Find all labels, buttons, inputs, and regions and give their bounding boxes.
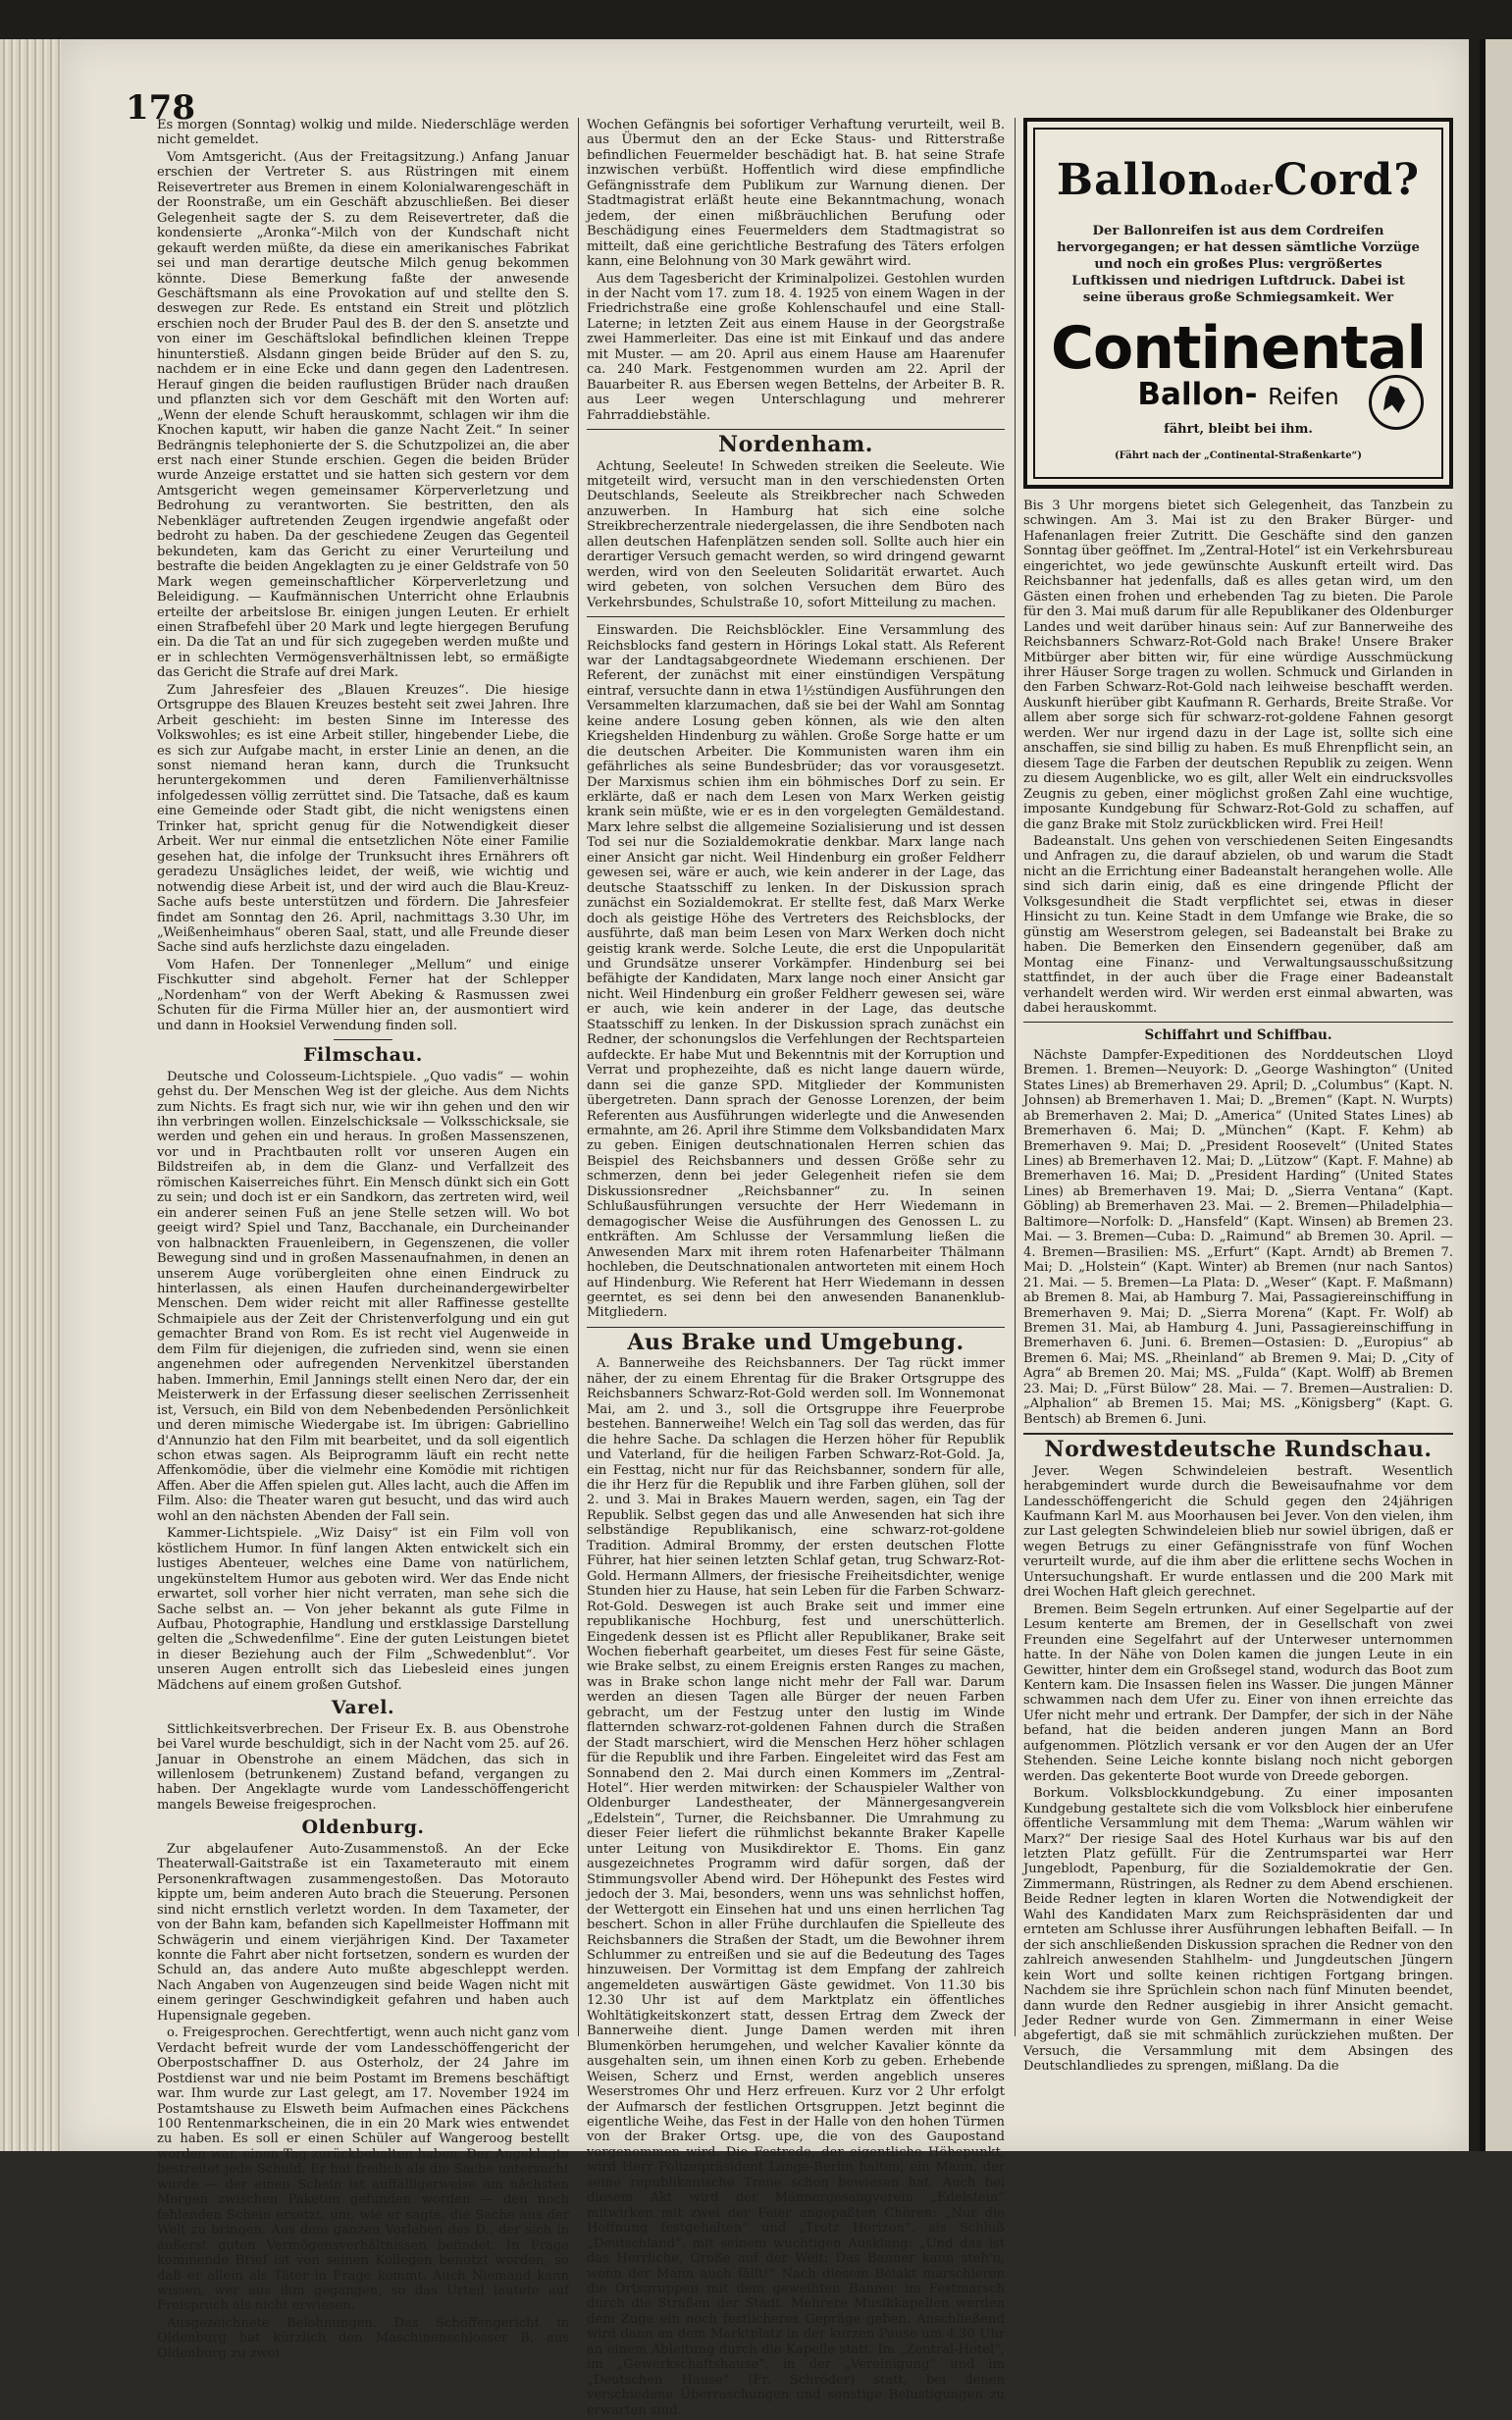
ad-headline-oder: oder — [1220, 176, 1274, 199]
ad-headline-cord: Cord? — [1273, 155, 1421, 205]
section-heading-nordenham: Nordenham. — [718, 432, 873, 458]
article-kammer-lichtspiele: Kammer-Lichtspiele. „Wiz Daisy“ ist ein Film voll von köstlichem Humor. In fünf langen Akten entwickelt sich ein lustiges Abenteuer, welches eine Dame von natürlichem, ungekünsteltem Humor aus geboten wird. Wer das Ende nicht erwartet, soll vorher hier nicht verraten, man sehe sich die Sache selbst an. — Von jeher bekannt als gute Filme in Aufbau, Photographie, Handlung und erstklassige Darstellung gelten die „Schwedenfilme“. Eine der guten Leistungen bietet in dieser Beziehung auch der Film „Schwedenblut“. Vor unseren Augen entrollt sich das Liebesleid eines jungen Mädchens auf einem großen Gutshof. — [157, 1526, 569, 1693]
stacked-page-edges — [0, 39, 69, 2151]
ad-product-ballon: Ballon- — [1137, 377, 1258, 412]
ad-product-reifen: Reifen — [1268, 385, 1339, 410]
article-borkum: Borkum. Volksblockkundgebung. Zu einer imposanten Kundgebung gestaltete sich die vom Volksblock hier einberufene öffentliche Versammlung mit dem Thema: „Warum wählen wir Marx?“ Der riesige Saal des Hotel Kurhaus war bis auf den letzten Platz gefüllt. Für die Zentrumspartei war Herr Jungeblodt, Papenburg, für die Sozialdemokratie der Gen. Zimmermann, Rüstringen, als Redner zu dem Abend erschienen. Beide Redner legten in klaren Worten die Notwendigkeit der Wahl des Kandidaten Marx zum Reichspräsidenten dar und ernteten am Schlusse ihrer Ausführungen lebhaften Beifall. — In der sich anschließenden Diskussion sprachen die Redner von den zahlreich anwesenden Stahlhelm- und Jungdeutschen Jüngern kein Wort und sollte keinen richtigen Fortgang bringen. Nachdem sie ihre Sprüchlein schon nach fünf Minuten beendet, dann wurde den Redner ausgiebig in ihrer Ansicht gemacht. Jeder Redner wurde von Gen. Zimmermann in einer Weise abgefertigt, daß sie mit schmählich zurückziehen mußten. Der Versuch, die Versammlung mit dem Absingen des Deutschlandliedes zu sprengen, mißlang. Da die — [1023, 1786, 1453, 2075]
continental-logo-text: Continental — [1050, 314, 1427, 383]
divider — [587, 616, 1005, 617]
ad-body-text: Der Ballonreifen ist aus dem Cordreifen hervorgegangen; er hat dessen sämtliche Vorzüge und noch ein großes Plus: vergrößertes Luftkissen und niedrigen Luftdruck. Dabei ist seine überaus große Schmiegsamkeit. Wer — [1057, 224, 1420, 305]
divider — [334, 1039, 392, 1040]
divider — [587, 429, 1005, 430]
article-bannerweihe-cont: Bis 3 Uhr morgens bietet sich Gelegenheit, das Tanzbein zu schwingen. Am 3. Mai ist zu den Braker Bürger- und Hafenanlagen freier Zutritt. Die Geschäfte sind den ganzen Sonntag über geöffnet. Im „Zentral-Hotel“ ist ein Verkehrsbureau eingerichtet, wo jede gewünschte Auskunft erteilt wird. Das Reichsbanner hat jedenfalls, daß es alles getan wird, um den Gästen einen frohen und erhebenden Tag zu bieten. Die Parole für den 3. Mai muß darum für alle Republikaner des Oldenburger Landes und weit darüber hinaus sein: Auf zur Bannerweihe des Reichsbanners Schwarz-Rot-Gold nach Brake! Unsere Braker Mitbürger aber bitten wir, für eine würdige Ausschmückung ihrer Häuser Sorge tragen zu wollen. Schmuck und Girlanden in den Farben Schwarz-Rot-Gold nach leihweise beschafft werden. Auskunft hierüber gibt Kaufmann R. Gerhards, Breite Straße. Vor allem aber sorge sich für schwarz-rot-goldene Fahnen gesorgt werden. Wer nur irgend dazu in der Lage ist, sollte sich eine anschaffen, sie sind billig zu haben. Es muß Ehrenpflicht sein, an diesem Tage die Farben der deutschen Republik zu zeigen. Wenn zu diesem Augenblicke, wo es gilt, aller Welt ein eindrucksvolles Zeugnis zu geben, einer möglichst großen Zahl eine wuchtige, imposante Kundgebung für Schwarz-Rot-Gold zu schaffen, auf die ganz Brake mit Stolz zurückblicken wird. Frei Heil! — [1023, 499, 1453, 832]
column-rule-2 — [1015, 118, 1016, 2036]
article-bremen-segeln: Bremen. Beim Segeln ertrunken. Auf einer Segelpartie auf der Lesum kenterte am Bremen, der in Gesellschaft von zwei Freunden eine Segelfahrt auf der Unterweser unternommen hatte. In der Nähe von Dolen kamen die jungen Leute in ein Gewitter, hinter dem ein Großsegel stand, wodurch das Boot zum Kentern kam. Die Insassen fielen ins Wasser. Die jungen Männer schwammen nach dem Ufer zu. Einer von ihnen erreichte das Ufer nicht mehr und ertrank. Der Dampfer, der sich in der Nähe befand, hat die beiden anderen jungen Mann an Bord aufgenommen. Plötzlich versank er vor den Augen der an Ufer Stehenden. Seine Leiche konnte bislang noch nicht geborgen werden. Das gekenterte Boot wurde von Dreede geborgen. — [1023, 1602, 1453, 1784]
ad-tagline: fährt, bleibt bei ihm. — [1164, 422, 1313, 437]
article-amtsgericht: Vom Amtsgericht. (Aus der Freitagsitzung.) Anfang Januar erschien der Vertreter S. aus Rüstringen mit einem Reisevertreter aus Bremen in einem Kolonialwarengeschäft in der Roonstraße, um ein Geschäft abzuschließen. Bei dieser Gelegenheit sagte der S. zu dem Reisevertreter, daß die kondensierte „Aronka“-Milch von der Kundschaft nicht gekauft werden müßte, da diese ein amerikanisches Fabrikat sei und man derartige deutsche Milch genug bekommen könnte. Diese Bemerkung faßte der anwesende Geschäftsmann als eine Provokation auf und stellte den S. deswegen zur Rede. Es entstand ein Streit und plötzlich erschien noch der Bruder Paul des B. der den S. ansetzte und von einer im Geschäftslokal befindlichen kleinen Treppe hinunterstieß. Alsdann gingen beide Brüder auf den S. zu, nachdem er in eine Ecke und dann gegen den Ladentresen. Herauf gingen die beiden rauflustigen Brüder nach draußen und pflanzten sich vor dem Geschäft mit den Worten auf: „Wenn der elende Schuft herauskommt, schlagen wir ihm die Knochen kaputt, wir haben die ganze Nacht Zeit.“ In seiner Bedrängnis telephonierte der S. die Schutzpolizei an, die aber erst nach einer Stunde erschien. Gegen die beiden Brüder wurde Anzeige erstattet und sie hatten sich gestern vor dem Amtsgericht wegen gemeinsamer Körperverletzung und Bedrohung zu verantworten. Sie bestritten, den als Nebenkläger auftretenden Zeugen irgendwie angefaßt oder bedroht zu haben. Da der geschiedene Zeugen das Gegenteil bekundeten, kam das Gericht zu einer Verurteilung und bestrafte die beiden Angeklagten zu je einer Geldstrafe von 50 Mark wegen gemeinschaftlicher Körperverletzung und Beleidigung. — Kaufmännischen Unterricht ohne Erlaubnis erteilte der arbeitslose Br. einigen jungen Leuten. Er erhielt einen Strafbefehl über 20 Mark und legte hiergegen Berufung ein. Da die Tat an und für sich zugegeben werden mußte und er in schlechten Vermögensverhältnissen lebt, so ermäßigte das Gericht die Strafe auf drei Mark. — [157, 149, 569, 681]
horse-emblem-icon — [1369, 375, 1424, 430]
article-feuermelder: Wochen Gefängnis bei sofortiger Verhaftung verurteilt, weil B. aus Übermut den an der Ecke Staus- und Ritterstraße befindlichen Feuermelder beschädigt hat. B. hat seine Strafe inzwischen verbüßt. Hoffentlich wird diese empfindliche Gefängnisstrafe dem Publikum zur Warnung dienen. Der Stadtmagistrat erläßt heute eine Bekanntmachung, wonach jedem, der einen mißbräuchlichen Berufung oder Beschädigung eines Feuermelders dem Stadtmagistrat so mitteilt, daß eine gerichtliche Bestrafung des Täters erfolgen kann, eine Belohnung von 30 Mark gewährt wird. — [587, 118, 1005, 270]
column-3 — [1023, 499, 1453, 2077]
ad-headline-ballon: Ballon — [1056, 155, 1221, 205]
section-heading-varel: Varel. — [331, 1697, 395, 1719]
article-auto-zusammenstoss: Zur abgelaufener Auto-Zusammenstoß. An der Ecke Theaterwall-Gaitstraße ist ein Taxameterauto mit einem Personenkraftwagen zusammengestoßen. Das Motorauto kippte um, beim anderen Auto brach die Steuerung. Personen sind nicht ernstlich verletzt worden. In dem Taxameter, der von der Bahn kam, befanden sich Kapellmeister Hoffmann mit Schwägerin und einem vierjährigen Kind. Der Taxameter konnte die Fahrt aber nicht fortsetzen, sondern es wurden der Schuld an, das andere Auto mußte abgeschleppt werden. Nach Angaben von Augenzeugen sind beide Wagen nicht mit einem geringer Geschwindigkeit gefahren und haben auch Hupensignale gegeben. — [157, 1841, 569, 2024]
divider — [587, 1327, 1005, 1328]
ad-footnote: (Fährt nach der „Continental-Straßenkarte“) — [1114, 450, 1363, 461]
article-hafen: Vom Hafen. Der Tonnenleger „Mellum“ und einige Fischkutter sind abgeholt. Ferner hat der Schlepper „Nordenham“ von der Werft Abeking & Rasmussen zwei Schuten für die Firma Müller hier an, der ausmontiert wird und dann in Hooksiel Verwendung finden soll. — [157, 957, 569, 1033]
page-number: 178 — [126, 88, 195, 128]
article-kriminalpolizei: Aus dem Tagesbericht der Kriminalpolizei. Gestohlen wurden in der Nacht vom 17. zum 18. 4. 1925 von einem Wagen in der Friedrichstraße eine große Kohlenschaufel und eine Stall-Laterne; in letzten Zeit aus einem Hause in der Georgstraße zwei Hammerleiter. Das eine ist mit Einkauf und das andere mit Muster. — am 20. April aus einem Hause am Haarenufer ca. 240 Mark. Festgenommen wurden am 22. April der Bauarbeiter R. aus Ebersen wegen Bettelns, der Arbeiter B. R. aus Leer wegen Unterschlagung und mehrerer Fahrraddiebstähle. — [587, 271, 1005, 423]
section-heading-brake: Aus Brake und Umgebung. — [627, 1329, 965, 1355]
article-colosseum: Deutsche und Colosseum-Lichtspiele. „Quo vadis“ — wohin gehst du. Der Menschen Weg ist der gleiche. Aus dem Nichts zum Nichts. Es fragt sich nur, wie wir ihn gehen und den wir ihn verbringen wollen. Einzelschicksale — Volksschicksale, sie werden und gehen ein und heraus. In großen Massenszenen, vor und in Prachtbauten rollt vor unseren Augen ein Bildstreifen ab, in dem die Glanz- und Verfallzeit des römischen Kaiserreiches führt. Ein Mensch dünkt sich ein Gott zu sein; und doch ist er ein Sandkorn, das zertreten wird, weil ein anderer seinen Fuß an jene Stelle setzen will. Wo bot geeigt wird? Spiel und Tanz, Bacchanale, ein Durcheinander von halbnackten Frauenleibern, in Gegenszenen, die voller Bewegung sind und in großen Massenaufnahmen, in denen an unserem Auge vorübergleiten ohne einen Eindruck zu hinterlassen, als einen Haufen durcheinandergewirbelter Menschen. Dem wider reicht mit aller Raffinesse gestellte Schmaipiele aus der Zeit der Christenverfolgung und ein gut gemachter Brand von Rom. Es ist recht viel Augenweide in dem Film für diejenigen, die zufrieden sind, wenn sie einen angenehmen oder aufregenden Nervenkitzel überstanden haben. Immerhin, Emil Jannings stellt einen Nero dar, der ein Meisterwerk in der Erfassung dieser seelischen Zerrissenheit ist, Versuch, ein Bild von dem Nebenbedenden Persönlichkeit und deren mimische Wiedergabe ist. Im übrigen: Gabriellino d'Annunzio hat den Film mit bearbeitet, und da soll eigentlich schon etwas sagen. Als Beiprogramm läuft ein recht nette Affenkomödie, über die vielmehr eine Komödie mit richtigen Affen. Aber die Affen spielen gut. Alles lacht, auch die Affen im Film. Also: die Theater waren gut besucht, und das wird auch wohl an den nächsten Abenden der Fall sein. — [157, 1069, 569, 1524]
article-badeanstalt: Badeanstalt. Uns gehen von verschiedenen Seiten Eingesandts und Anfragen zu, die darauf abzielen, ob und warum die Stadt nicht an die Errichtung einer Badeanstalt herangehen wolle. Alle sind sich darin einig, daß es eine dringende Pflicht der Volksgesundheit die Stadt verpflichtet sei, etwas in dieser Hinsicht zu tun. Keine Stadt in dem Umfange wie Brake, die so günstig am Weserstrom gelegen, sei Badeanstalt bei Brake zu haben. Die Bemerken den Einsendern gegenüber, daß am Montag eine Finanz- und Verwaltungsausschußsitzung stattfindet, in der auch über die Frage einer Badeanstalt verhandelt werden wird. Wir werden erst einmal abwarten, was dabei herauskommt. — [1023, 833, 1453, 1016]
next-page-edge — [1480, 39, 1512, 2151]
divider — [1023, 1433, 1453, 1435]
column-rule-1 — [578, 118, 579, 2036]
column-1 — [157, 118, 569, 2363]
section-heading-oldenburg: Oldenburg. — [301, 1816, 425, 1839]
article-bannerweihe: A. Bannerweihe des Reichsbanners. Der Tag rückt immer näher, der zu einem Ehrentag für die Braker Ortsgruppe des Reichsbanners Schwarz-Rot-Gold werden soll. Im Wonnemonat Mai, am 2. und 3., soll die Ortsgruppe ihre Feuerprobe bestehen. Bannerweihe! Welch ein Tag soll das werden, das für die hehre Sache. Da schlagen die Herzen höher für Republik und Vaterland, für die heiligen Farben Schwarz-Rot-Gold. Ja, ein Festtag, nicht nur für das Reichsbanner, sondern für alle, die ihr Herz für die Republik und ihre Farben glühen, soll der 2. und 3. Mai in Brakes Mauern werden, sagen, ein Tag der Republik. Selbst gegen das und alle Anwesenden hat sich ihre selbständige Republikanisch, eine schwarz-rot-goldene Tradition. Admiral Brommy, der ersten deutschen Flotte Führer, hat hier seinen letzten Schlaf getan, trug Schwarz-Rot-Gold. Hermann Allmers, der friesische Freiheitsdichter, wenige Stunden hier zu Hause, hat sein Leben für die Farben Schwarz-Rot-Gold. Deswegen ist auch Brake seit und immer eine republikanische Hochburg, fest und unerschütterlich. Eingedenk dessen ist es Pflicht aller Republikaner, Brake seit Wochen fieberhaft gearbeitet, um dieses Fest für seine Gäste, wie Brake selbst, zu einem Ereignis ersten Ranges zu machen, was in Brake schon lange nicht mehr der Fall war. Darum werden an diesen Tagen alle Bürger der neuen Farben gebracht, um der Festzug unter den lustig im Winde flatternden schwarz-rot-goldenen Fahnen durch die Straßen der Stadt marschiert, wird die Menschen Herz höher schlagen für die Republik und ihre Farben. Eingeleitet wird das Fest am Sonnabend den 2. Mai durch einen Kommers im „Zentral-Hotel“. Hier werden mitwirken: der Schauspieler Walther von Oldenburger Landestheater, der Männergesangverein „Edelstein“, Turner, die Reichsbanner. Die Umrahmung zu dieser Feier liefert die rühmlichst bekannte Braker Kapelle unter Leitung von Musikdirektor E. Thoms. Ein ganz ausgezeichnetes Programm wird dafür sorgen, daß der Stimmungsvoller Abend wird. Der Höhepunkt des Festes wird jedoch der 3. Mai, besonders, wenn uns was sehnlichst hoffen, der Wettergott ein Einsehen hat und uns einen herrlichen Tag beschert. Schon in aller Frühe durchlaufen die Spielleute des Reichsbanners die Straßen der Stadt, um die Bewohner ihrem Schlummer zu entreißen und sie auf die Bedeutung des Tages hinzuweisen. Der Vormittag ist dem Empfang der zahlreich angemeldeten auswärtigen Gäste gewidmet. Von 11.30 bis 12.30 Uhr ist auf dem Marktplatz ein öffentliches Wohltätigkeitskonzert statt, dessen Ertrag dem Zweck der Bannerweihe dient. Junge Damen werden mit ihren Blumenkörben herumgehen, und welcher Kavalier könnte da ausgehalten sein, um ihnen einen Korb zu geben. Erhebende Weisen, Scherz und Ernst, werden angeblich unseres Weserstromes Ohr und Herz erfreuen. Kurz vor 2 Uhr erfolgt der Aufmarsch der festlichen Ortsgruppen. Jetzt beginnt die eigentliche Weihe, das Fest in der Halle von den hohen Türmen von der Braker Ortsg. upe, die von des Gaupostand vorgenommen wird. Die Festrede, der eigentliche Höhepunkt, wird Herr Polizeipräsident Lange-Berlin halten, ein Mann, der seine republikanische Treue schon bewiesen hat. Auch bei diesem Akt wird der Männergesangverein „Edelstein“ mitwirken mit zwei der Feier angepaßten Chören: „Nur die Hoffnung festgehalten“ und „Trotz Horizon“, als Schluß „Deutschland“, mit seinem wuchtigen Ausklang: „Und das ist das Herrliche, Große auf der Welt: Das Banner kann steh'n, wenn der Mann auch fällt!“ Nach diesem Beiakt marschieren die Ortsgruppen mit dem geweihten Banner im Festmarsch durch die Straßen der Stadt. Mehrere Musikkapellen werden dem Zuge ein noch festlicheres Gepräge geben. Anschließend wird dann an dem Marktplatz in der kurzen Pause um 4.30 Uhr an einem Ableitung durch die Kapelle statt. Im „Zentral-Hotel“, im „Gewerkschaftshause“, in der „Vereinigung“ und im „Deutschen Hause“ (Fr. Schröder) statt, bei denen verschiedene Überraschungen und sonstige Belustigungen zu erwarten sind. — [587, 1356, 1005, 2418]
divider — [1023, 1022, 1453, 1023]
article-varel: Sittlichkeitsverbrechen. Der Friseur Ex. B. aus Obenstrohe bei Varel wurde beschuldigt, sich in der Nacht vom 25. auf 26. Januar in Obenstrohe an einem Mädchen, das sich in willenlosem (betrunkenem) Zustand befand, vergangen zu haben. Der Angeklagte wurde vom Landesschöffengericht mangels Beweise freigesprochen. — [157, 1721, 569, 1813]
article-reichsbloeckler: Einswarden. Die Reichsblöckler. Eine Versammlung des Reichsblocks fand gestern in Hörings Lokal statt. Als Referent war der Landtagsabgeordnete Wiedemann erschienen. Der Referent, der zunächst mit einer einstündigen Verspätung eintraf, versuchte dann in etwa 1½stündigen Ausführungen den Versammelten klarzumachen, daß sie bei der Wahl am Sonntag keine andere Losung geben können, als wie den alten Kriegshelden Hindenburg zu wählen. Große Sorge hatte er um die deutschen Arbeiter. Die Kommunisten waren ihm ein gefährliches als seine Bundesbrüder; das vor vorausgesetzt. Der Marxismus schien ihm ein böhmisches Dorf zu sein. Er erklärte, daß er nach dem Lesen von Marx Werken geistig krank sein müßte, wie er es in den vorgelegten Gemäldestand. Marx lehre selbst die allgemeine Sozialisierung und ist dessen Tod sei nur die Sozialdemokratie denkbar. Marx lange nach einer Ansicht gar nicht. Weil Hindenburg ein großer Feldherr gewesen sei, wäre er auch, wie kein anderer in der Lage, das deutsche Staatsschiff zu lenken. In der Diskussion sprach zunächst ein Sozialdemokrat. Er stellte fest, daß Marx Werke doch als geistige Höhe des Vertreters des Reichsblocks, der ausführte, daß man beim Lesen von Marx Werken doch nicht geistig krank werde. Solche Leute, die erst die Unpopularität und Grundsätze unserer Vorkämpfer. Hindenburg sei bei befähigte der Kandidaten, Marx lange noch einer Ansicht gar nicht. Weil Hindenburg ein großer Feldherr gewesen sei, wäre er auch, wie kein anderer in der Lage, das deutsche Staatsschiff zu lenken. In der Diskussion sprach zunächst ein Redner, der schonungslos die Verfehlungen der Rechtsparteien aufdeckte. Er habe Mut und Bekenntnis mit der Korruption und Verrat und prophezeihte, daß es nicht lange dauern würde, dann sei die ganze SPD. Mitglieder der Kommunisten übergetreten. Dann sprach der Genosse Lorenzen, der beim Referenten aus Ausführungen widerlegte und die Anwesenden ermahnte, am 26. April ihre Stimme dem Volksbandidaten Marx zu geben. Einigen deutschnationalen Herren schien das Beispiel des Reichsbanners und dessen Größe sehr zu schmerzen, denn bei jeder Gelegenheit riefen sie dem Diskussionsredner „Reichsbanner“ zu. In seinen Schlußausführungen versuchte der Herr Wiedemann in demagogischer Weise die Ausführungen des Genossen L. zu entkräften. Am Schlusse der Versammlung ließen die Anwesenden Marx mit ihrem roten Hafenarbeiter Thälmann hochleben, die Deutschnationalen antworteten mit einem Hoch auf Hindenburg. Wie Referent hat Herr Wiedemann in dessen geerntet, es sei denn bei den anwesenden Bananenklub-Mitgliedern. — [587, 623, 1005, 1321]
article-dampfer-expeditionen: Nächste Dampfer-Expeditionen des Norddeutschen Lloyd Bremen. 1. Bremen—Neuyork: D. „George Washington“ (United States Lines) ab Bremerhaven 29. April; D. „Columbus“ (Kapt. N. Johnsen) ab Bremerhaven 1. Mai; D. „Bremen“ (Kapt. N. Wurpts) ab Bremerhaven 2. Mai; D. „America“ (United States Lines) ab Bremerhaven 6. Mai; D. „München“ (Kapt. F. Kehm) ab Bremerhaven 9. Mai; D. „President Roosevelt“ (United States Lines) ab Bremerhaven 12. Mai; D. „Lützow“ (Kapt. F. Mahne) ab Bremerhaven 16. Mai; D. „President Harding“ (United States Lines) ab Bremerhaven 19. Mai; D. „Sierra Ventana“ (Kapt. Göbling) ab Bremerhaven 23. Mai. — 2. Bremen—Philadelphia—Baltimore—Norfolk: D. „Hansfeld“ (Kapt. Winsen) ab Bremen 23. Mai. — 3. Bremen—Cuba: D. „Raimund“ ab Bremen 30. April. — 4. Bremen—Brasilien: MS. „Erfurt“ (Kapt. Arndt) ab Bremen 7. Mai; D. „Holstein“ (Kapt. Winter) ab Bremen (nur nach Santos) 21. Mai. — 5. Bremen—La Plata: D. „Weser“ (Kapt. F. Maßmann) ab Bremen 8. Mai, ab Hamburg 7. Mai, Passagiereinschiffung in Bremerhaven 9. Mai; D. „Sierra Morena“ (Kapt. Fr. Wolf) ab Bremen 31. Mai, ab Hamburg 4. Juni, Passagiereinschiffung in Bremerhaven 6. Juni. 6. Bremen—Ostasien: D. „Europius“ ab Bremen 6. Mai; MS. „Rheinland“ ab Bremen 9. Mai; D. „City of Agra“ ab Bremen 20. Mai; MS. „Fulda“ (Kapt. Wolff) ab Bremen 23. Mai; D. „Fürst Bülow“ 28. Mai. — 7. Bremen—Australien: D. „Alphalion“ ab Bremen 15. Mai; MS. „Königsberg“ (Kapt. G. Bentsch) ab Bremen 6. Juni. — [1023, 1047, 1453, 1427]
article-belohnungen: Ausgezeichnete Belohnungen. Das Schöffengericht in Oldenburg hat kürzlich den Maschinenschlosser B. aus Oldenburg zu zwei — [157, 2315, 569, 2361]
section-heading-filmschau: Filmschau. — [303, 1044, 423, 1067]
article-blaues-kreuz: Zum Jahresfeier des „Blauen Kreuzes“. Die hiesige Ortsgruppe des Blauen Kreuzes besteht seit zwei Jahren. Ihre Arbeit geschieht: im besten Sinne im Interesse des Volkswohles; es ist eine Arbeit stiller, hingebender Liebe, die es sich zur Aufgabe macht, in erster Linie an denen, an die sonst niemand heran kann, durch die Trunksucht heruntergekommen und deren Familienverhältnisse infolgedessen völlig zerrüttet sind. Die Tatsache, daß es kaum eine Gemeinde oder Stadt gibt, die nicht wenigstens einen Trinker hat, spricht genug für die Notwendigkeit dieser Arbeit. Wer nur einmal die entsetzlichen Nöte einer Familie gesehen hat, die infolge der Trunksucht ihres Ernährers oft geradezu Unsägliches leidet, der weiß, wie wichtig und notwendig diese Arbeit ist, und der wird auch die Blau-Kreuz-Sache aufs beste unterstützen und fördern. Die Jahresfeier findet am Sonntag den 26. April, nachmittags 3.30 Uhr, im „Weißenheimhaus“ oberen Saal, statt, und alle Freunde dieser Sache sind aufs herzlichste dazu eingeladen. — [157, 682, 569, 956]
article-freigesprochen: o. Freigesprochen. Gerechtfertigt, wenn auch nicht ganz vom Verdacht befreit wurde der vom Landesschöffengericht der Oberpostschaffner D. aus Osterholz, der 24 Jahre im Postdienst war und nie beim Postamt im Bremens beschäftigt war. Ihm wurde zur Last gelegt, am 17. November 1924 im Postamtshause zu Elsweth beim Aufmachen eines Päckchens 100 Rentenmarkscheinen, die in ein 20 Mark wies entwendet zu haben. Es soll er einen Schüler auf Wangeroog bestellt worden war, einen Tag zurückbehalten haben. Der Angeklagte bestreitet jede Schuld. Er hat freilich als die Sache untersucht wurde — der einen Schein ist auffälligerweise am nächsten Morgen zwischen Paketen gefunden worden — den noch fehlenden Schein ersetzt, um, wie er sagte, die Sache aus der Welt zu bringen. Aus dem ganzen Vorleben des D., der sich in äußerst guten Vermögensverhältnissen befindet. In Frage kommende Brief ist von seinen Kollegen benutzt worden, so daß er allein als Täter in Frage kommt. Auch Niemand kann wissen, wer aus ihm gegangen, so das Urteil lautete auf Freispruch als nicht erwiesen. — [157, 2025, 569, 2314]
weather-note: Es morgen (Sonntag) wolkig und milde. Niederschläge werden nicht gemeldet. — [157, 118, 569, 148]
section-heading-schiffahrt: Schiffahrt und Schiffbau. — [1144, 1027, 1332, 1044]
column-2 — [587, 118, 1005, 2420]
continental-advertisement — [1023, 118, 1453, 489]
section-heading-rundschau: Nordwestdeutsche Rundschau. — [1044, 1437, 1433, 1463]
article-jever: Jever. Wegen Schwindeleien bestraft. Wesentlich herabgemindert wurde durch die Beweisaufnahme vor dem Landesschöffengericht die Schuld gegen den 24jährigen Kaufmann Karl M. aus Moorhausen bei Jever. Von den vielen, ihm zur Last gelegten Schwindeleien blieb nur sowiel übrigen, daß er wegen Betrugs zu einer Gefängnisstrafe von fünf Wochen verurteilt wurde, auf die ihm aber die erlittene sechs Wochen in Untersuchungshaft. Er wurde entlassen und die 200 Mark mit drei Wochen Haft gleich gerechnet. — [1023, 1463, 1453, 1601]
article-seeleute: Achtung, Seeleute! In Schweden streiken die Seeleute. Wie mitgeteilt wird, versucht man in den verschiedensten Orten Deutschlands, Seeleute als Streikbrecher nach Schweden anzuwerben. In Hamburg hat sich eine solche Streikbrecherzentrale niedergelassen, die ihre Sendboten nach allen deutschen Hafenplätzen senden soll. Sollte auch hier ein derartiger Versuch gemacht werden, so wird dringend gewarnt werden, wird von den Seeleuten Solidarität erwartet. Auch wird gebeten, von solchen Versuchen dem Büro des Verkehrsbundes, Schulstraße 10, sofort Mitteilung zu machen. — [587, 458, 1005, 610]
